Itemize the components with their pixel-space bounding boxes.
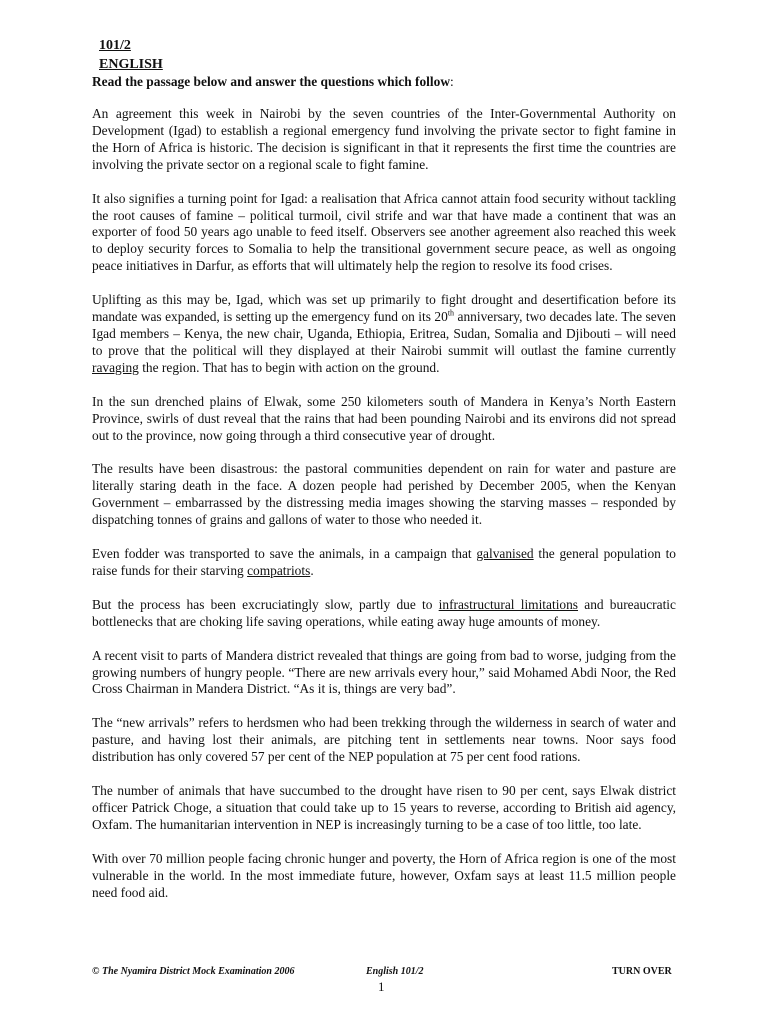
- paragraph-8: A recent visit to parts of Mandera district revealed that things are going from bad to worse, judging from the growing numbers of hungry people. “There are new arrivals every hour,” said Mohamed Abdi Noor, the Red Cross Chairman in Mandera District. “As it is, things are very bad”.: [92, 647, 676, 697]
- paragraph-10: The number of animals that have succumbed to the drought have risen to 90 per cent, says Elwak district officer Patrick Choge, a situation that could take up to 15 years to reverse, according to British aid agency, Oxfam. The humanitarian intervention in NEP is increasingly turning to be a case of too little, too late.: [92, 783, 676, 832]
- paragraph-3-part-a: Uplifting as this may be, Igad, which was set up primarily to fight drought and desertification before its mandate was expanded, is setting up the emergency fund on its 20: [92, 292, 676, 325]
- paragraph-6-part-a: Even fodder was transported to save the animals, in a campaign that: [92, 546, 477, 562]
- underlined-word-compatriots: compatriots: [247, 562, 311, 578]
- paragraph-6-part-c: .: [310, 562, 314, 578]
- instruction-colon: :: [450, 74, 454, 89]
- page-number: 1: [378, 979, 385, 994]
- paragraph-9: The “new arrivals” refers to herdsmen who had been trekking through the wilderness in search of water and pasture, and having lost their animals, are pitching tent in settlements near towns. Noor says food distribution has only covered 57 per cent of the NEP population at 75 per cent food rations.: [92, 715, 676, 765]
- passage: [92, 106, 676, 919]
- paragraph-7-part-b: and bureaucratic bottlenecks that are choking life saving operations, while eating away huge amounts of money.: [92, 596, 676, 629]
- paragraph-6-part-b: the general population to raise funds for their starving: [92, 546, 676, 578]
- paragraph-3-part-c: the region. That has to begin with action on the ground.: [138, 359, 440, 375]
- paragraph-5: The results have been disastrous: the pastoral communities dependent on rain for water and pasture are literally staring death in the face. A dozen people had perished by December 2005, when the Kenyan Government – embarrassed by the distressing media images showing the starving masses – responded by dispatching tonnes of grains and gallons of water to those who needed it.: [92, 461, 676, 528]
- footer-turn-over: TURN OVER: [612, 966, 672, 977]
- footer-copyright: © The Nyamira District Mock Examination 2006: [92, 966, 295, 977]
- underlined-phrase-infrastructural-limitations: infrastructural limitations: [438, 596, 579, 612]
- underlined-word-galvanised: galvanised: [476, 546, 534, 562]
- subject-title: ENGLISH: [99, 57, 163, 72]
- paragraph-1: An agreement this week in Nairobi by the seven countries of the Inter-Governmental Authority on Development (Igad) to establish a regional emergency fund involving the private sector to fight famine in the Horn of Africa is historic. The decision is significant in that it represents the first time the countries are involving the private sector on a regional scale to fight famine.: [92, 106, 676, 172]
- paper-code: 101/2: [99, 38, 131, 53]
- paragraph-7-part-a: But the process has been excruciatingly slow, partly due to: [92, 596, 439, 612]
- paragraph-3: [92, 292, 676, 377]
- paragraph-2: It also signifies a turning point for Igad: a realisation that Africa cannot attain food security without tackling the root causes of famine – political turmoil, civil strife and war that have made a continent that was an exporter of food 50 years ago unable to feed itself. Observers see another agreement also reached this week to deploy security forces to Somalia to help the transitional government secure peace, as well as ongoing peace initiatives in Darfur, as efforts that will ultimately help the region to resolve its food crises.: [92, 190, 676, 274]
- paragraph-4: In the sun drenched plains of Elwak, some 250 kilometers south of Mandera in Kenya’s North Eastern Province, swirls of dust reveal that the rains that had been pounding Nairobi and its environs did not spread out to the province, now going through a third consecutive year of drought.: [92, 393, 676, 443]
- paragraph-3-part-b: anniversary, two decades late. The seven Igad members – Kenya, the new chair, Uganda, Ethiopia, Eritrea, Sudan, Somalia and Djibouti – will need to prove that the political will they displayed at their Nairobi summit will outlast the famine currently: [92, 309, 676, 358]
- paragraph-6: [92, 546, 676, 580]
- footer-paper: English 101/2: [366, 966, 424, 977]
- ordinal-suffix: th: [447, 308, 455, 318]
- instruction-text: Read the passage below and answer the questions which follow: [92, 74, 450, 89]
- paragraph-7: [92, 597, 676, 631]
- paragraph-11: With over 70 million people facing chronic hunger and poverty, the Horn of Africa region is one of the most vulnerable in the world. In the most immediate future, however, Oxfam says at least 11.5 million people need food aid.: [92, 850, 676, 900]
- instruction: [92, 73, 682, 90]
- underlined-word-ravaging: ravaging: [92, 359, 139, 375]
